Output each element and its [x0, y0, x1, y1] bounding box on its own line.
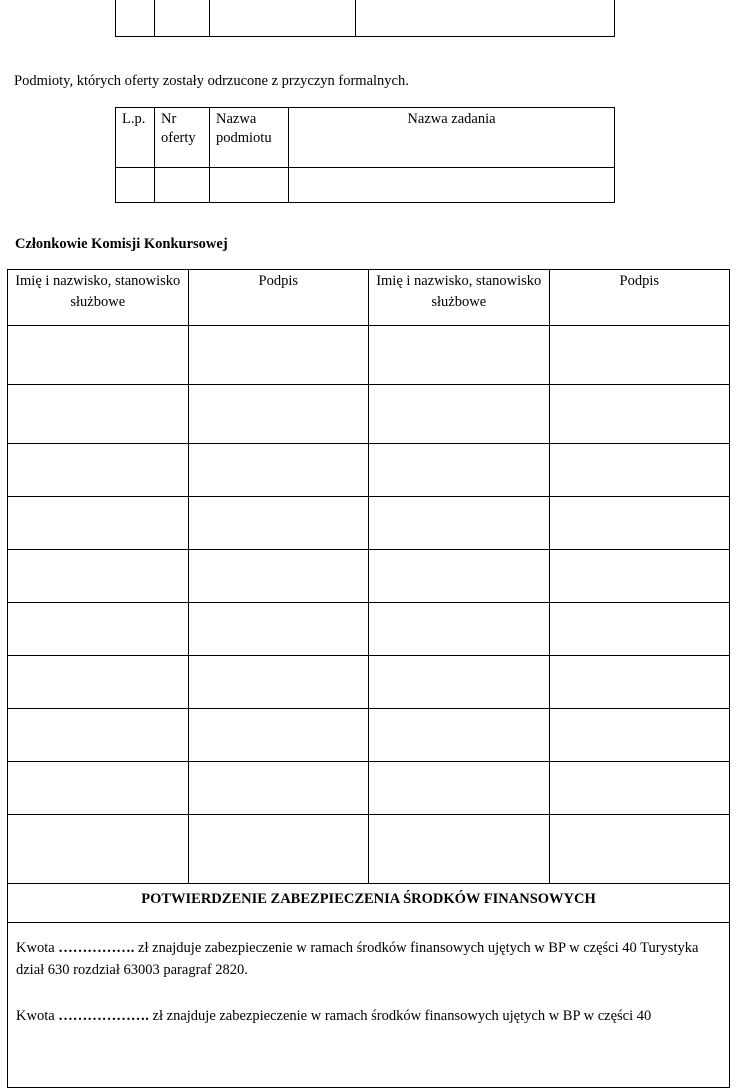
header-nazwa-zadania: Nazwa zadania [289, 108, 615, 168]
name-cell [369, 603, 550, 656]
table-row [8, 444, 730, 497]
previous-table-fragment [115, 0, 615, 37]
name-cell [8, 603, 189, 656]
table-row [8, 385, 730, 444]
table-row [8, 603, 730, 656]
signature-cell [549, 815, 730, 884]
name-cell [369, 550, 550, 603]
name-cell [8, 815, 189, 884]
name-cell [8, 550, 189, 603]
table-cell [210, 0, 356, 37]
signature-cell [549, 385, 730, 444]
signature-cell [549, 326, 730, 385]
signature-cell [549, 656, 730, 709]
table-cell [356, 0, 615, 37]
signature-cell [188, 326, 369, 385]
name-cell [8, 326, 189, 385]
header-signature-1: Podpis [188, 270, 369, 326]
header-nr-oferty: Nr oferty [155, 108, 210, 168]
signature-cell [188, 550, 369, 603]
table-cell [116, 0, 155, 37]
signature-cell [188, 385, 369, 444]
confirmation-title: POTWIERDZENIE ZABEZPIECZENIA ŚRODKÓW FINANSOWYCH [8, 884, 730, 923]
name-cell [8, 762, 189, 815]
name-cell [369, 326, 550, 385]
amount-label: Kwota [16, 940, 59, 956]
header-signature-2: Podpis [549, 270, 730, 326]
name-cell [8, 497, 189, 550]
signature-cell [549, 497, 730, 550]
amount-text: zł znajduje zabezpieczenie w ramach środków finansowych ujętych w BP w części 40 Turystyka dział 630 rozdział 63003 paragraf 2820. [16, 940, 699, 978]
table-row [8, 762, 730, 815]
amount-placeholder: ………………. [58, 1008, 149, 1024]
table-cell [116, 168, 155, 203]
signature-cell [549, 550, 730, 603]
amount-placeholder: ……………. [58, 940, 135, 956]
signature-cell [188, 603, 369, 656]
table-row [8, 550, 730, 603]
committee-heading: Członkowie Komisji Konkursowej [15, 236, 228, 252]
table-cell [155, 168, 210, 203]
name-cell [369, 709, 550, 762]
table-row [8, 656, 730, 709]
table-row [8, 497, 730, 550]
committee-table [7, 269, 730, 1088]
signature-cell [549, 762, 730, 815]
amount-paragraph-2 [16, 1005, 721, 1027]
signature-cell [549, 603, 730, 656]
signature-cell [188, 656, 369, 709]
rejected-offers-table [115, 107, 615, 203]
signature-cell [188, 444, 369, 497]
name-cell [369, 385, 550, 444]
signature-cell [188, 815, 369, 884]
name-cell [8, 385, 189, 444]
table-cell [155, 0, 210, 37]
header-nazwa-podmiotu: Nazwa podmiotu [210, 108, 289, 168]
table-row [116, 168, 615, 203]
name-cell [8, 709, 189, 762]
name-cell [8, 656, 189, 709]
name-cell [369, 815, 550, 884]
rejected-caption: Podmioty, których oferty zostały odrzucone z przyczyn formalnych. [14, 73, 409, 89]
table-row [8, 815, 730, 884]
amount-label: Kwota [16, 1008, 59, 1024]
signature-cell [188, 762, 369, 815]
signature-cell [188, 497, 369, 550]
signature-cell [549, 444, 730, 497]
table-row [8, 709, 730, 762]
header-lp: L.p. [116, 108, 155, 168]
header-name-1: Imię i nazwisko, stanowisko służbowe [8, 270, 189, 326]
amount-paragraph-1 [16, 937, 721, 981]
header-name-2: Imię i nazwisko, stanowisko służbowe [369, 270, 550, 326]
name-cell [369, 656, 550, 709]
name-cell [369, 497, 550, 550]
amount-text: zł znajduje zabezpieczenie w ramach środków finansowych ujętych w BP w części 40 [148, 1008, 652, 1024]
signature-cell [549, 709, 730, 762]
table-cell [210, 168, 289, 203]
confirmation-body [8, 923, 730, 1088]
table-cell [289, 168, 615, 203]
name-cell [8, 444, 189, 497]
name-cell [369, 762, 550, 815]
name-cell [369, 444, 550, 497]
table-row [8, 326, 730, 385]
signature-cell [188, 709, 369, 762]
